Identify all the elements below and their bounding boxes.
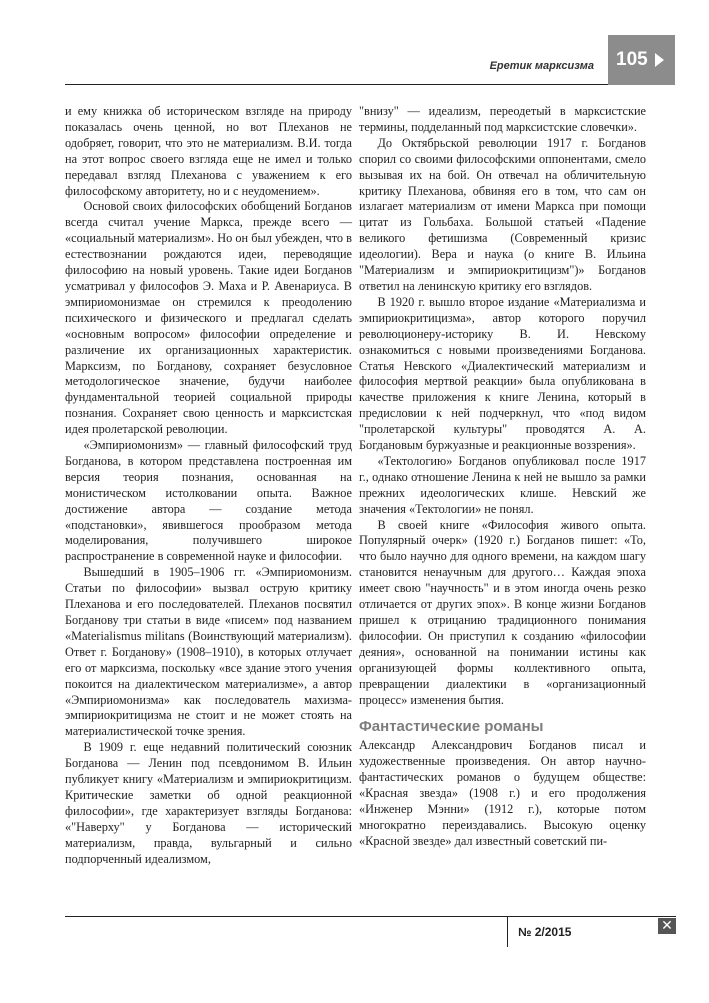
close-icon: ✕ <box>658 918 676 934</box>
right-column <box>359 104 646 850</box>
left-column <box>65 104 352 868</box>
paragraph: Вышедший в 1905–1906 гг. «Эмпириомонизм. Статьи по философии» вызвал острую критику Плеханова и его последователей. Плеханов посвятил Богданову три статьи в виде «писем» под названием «Materialismus militans (Воинствующий материализм). Ответ г. Богданову» (1908–1910), в которых отлучает его от марксизма, поскольку «все здание этого учения покоится на диалектическом материализме», а автор «Эмпириомонизма» как последователь махизма-эмпириокритицизма не стоит и не может стоять на материалистической точке зрения. <box>65 565 352 739</box>
header-rule <box>65 84 608 85</box>
footer-box <box>507 916 676 947</box>
paragraph: В 1909 г. еще недавний политический союзник Богданова — Ленин под псевдонимом В. Ильин публикует книгу «Материализм и эмпириокритицизм. Критические заметки об одной реакционной философии», где характеризует взгляды Богданова: «"Наверху" у Богданова — исторический материализм, правда, вульгарный и сильно подпорченный идеализмом, <box>65 740 352 866</box>
page-number: 105 <box>616 49 648 70</box>
paragraph: В 1920 г. вышло второе издание «Материализма и эмпириокритицизма», автор которого поручил революционеру-историку В. И. Невскому ознакомиться с новыми произведениями Богданова. Статья Невского «Диалектический материализм и философия мертвой реакции» была опубликована в качестве приложения к книге Ленина, который в предисловии к ней подчеркнул, что «под видом "пролетарской культуры" проводятся А. А. Богдановым буржуазные и реакционные воззрения». <box>359 294 646 453</box>
section-heading: Фантастические романы <box>359 718 544 736</box>
page-number-tab <box>608 35 675 85</box>
paragraph: До Октябрьской революции 1917 г. Богданов спорил со своими философскими оппонентами, смело вызывая их на бой. Он отвечал на обличительную критику Плеханова, обвиняя его в том, что сам он излагает материализм от имени Маркса при помощи цитат из Гольбаха. Большой статьей «Падение великого фетишизма (Современный кризис идеологии). Вера и наука (о книге В. Ильина "Материализм и эмпириокритицизм")» Богданов ответил на ленинскую критику его взглядов. <box>359 135 646 293</box>
running-head: Еретик марксизма <box>489 60 594 72</box>
paragraph: и ему книжка об историческом взгляде на природу показалась очень ценной, но вот Плеханов не одобряет, говорит, что это не материализм. В.И. тогда на этот вопрос своего взгляда еще не имел и только передавал взгляд Плеханова с уважением к его философскому авторитету, но и с неудомением». <box>65 104 352 198</box>
paragraph: Александр Александрович Богданов писал и художественные произведения. Он автор научно-фантастических романов о будущем обществе: «Красная звезда» (1908 г.) и его продолжения «Инженер Мэнни» (1912 г.), которые потом многократно переиздавались. Высокую оценку «Красной звезде» дал известный советский пи- <box>359 738 646 848</box>
paragraph: «Эмпириомонизм» — главный философский труд Богданова, в котором представлена построенная им версия теория познания, основанная на монистическом истолковании опыта. Важное достижение автора — создание метода «подстановки», явившегося прообразом метода моделирования, получившего широкое распространение в современной науке и философии. <box>65 438 352 564</box>
issue-label: № 2/2015 <box>518 925 572 939</box>
footer-rule <box>65 916 507 917</box>
paragraph: Основой своих философских обобщений Богданов всегда считал учение Маркса, прежде всего — «социальный материализм». Но он был убежден, что в естествознании рождаются идеи, переводящие философию на новый уровень. Такие идеи Богданов усматривал у философов Э. Маха и Р. Авенариуса. В эмпириомонизмае он стремился к преодолению психического и физического и предлагал сделать «основным вопросом» философии определение и различение их организационных характеристик. Марксизм, по Богданову, сохраняет безусловное методологическое значение, будучи наиболее фундаментальной теорией социальной природы познания. Сохраняет свою ценность и марксистская идея пролетарской революции. <box>65 199 352 437</box>
paragraph: В своей книге «Философия живого опыта. Популярный очерк» (1920 г.) Богданов пишет: «То, что было научно для одного времени, на каждом шагу становится ненаучным для другого… Каждая эпоха имеет свою "научность" и в этом иногда очень резко отличается от других эпох». В конце жизни Богданов пришел к отрицанию традиционного понимания философии. Он приступил к созданию «философии деяния», основанной на понимании истины как организующей формы коллективного опыта, превращении диалектики в «организационный процесс» изменения бытия. <box>359 517 646 707</box>
paragraph: «Тектологию» Богданов опубликовал после 1917 г., однако отношение Ленина к ней не вышло за рамки прежних идеологических клише. Невский же значения «Тектологии» не понял. <box>359 453 646 516</box>
triangle-right-icon <box>655 53 664 67</box>
paragraph: "внизу" — идеализм, переодетый в марксистские термины, подделанный под марксистские словечки». <box>359 104 646 134</box>
